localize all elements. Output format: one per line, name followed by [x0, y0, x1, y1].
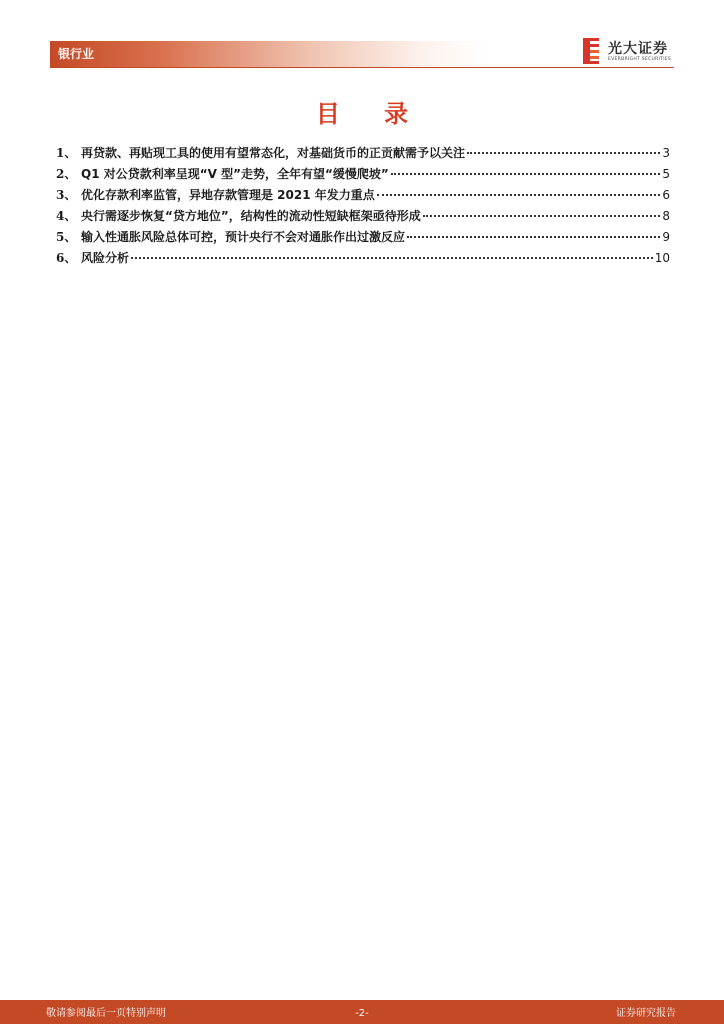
toc-entry-page[interactable]: 8 [662, 209, 670, 223]
toc-entry-number: 5、 [56, 230, 77, 244]
toc-entry-page[interactable]: 6 [662, 188, 670, 202]
toc-leader-dots [377, 193, 661, 196]
toc-entry-title[interactable]: 央行需逐步恢复“贷方地位”，结构性的流动性短缺框架亟待形成 [81, 209, 421, 223]
logo-subtext: EVERBRIGHT SECURITIES [608, 57, 672, 62]
brand-logo [580, 37, 680, 67]
toc-entry-number: 6、 [56, 251, 77, 265]
toc-entry[interactable] [56, 185, 670, 206]
toc-leader-dots [467, 151, 660, 154]
toc-leader-dots [423, 214, 661, 217]
toc-entry-title[interactable]: Q1 对公贷款利率呈现“V 型”走势，全年有望“缓慢爬坡” [81, 167, 389, 181]
toc-entry-title[interactable]: 再贷款、再贴现工具的使用有望常态化，对基础货币的正贡献需予以关注 [81, 146, 466, 160]
toc-entry[interactable] [56, 164, 670, 185]
toc-entry-page[interactable]: 10 [654, 251, 670, 265]
toc-entry-number: 3、 [56, 188, 77, 202]
toc-leader-dots [407, 235, 660, 238]
toc-entry-title[interactable]: 优化存款利率监管，异地存款管理是 2021 年发力重点 [81, 188, 375, 202]
toc-title: 目 录 [315, 99, 427, 128]
toc-entry-page[interactable]: 3 [662, 146, 670, 160]
toc-entry-number: 4、 [56, 209, 77, 223]
header-divider [50, 67, 674, 68]
industry-label: 银行业 [58, 47, 95, 61]
footer-report-type: 证券研究报告 [616, 1008, 676, 1019]
toc-entry[interactable] [56, 143, 670, 164]
toc-entry-page[interactable]: 9 [662, 230, 670, 244]
toc-entry[interactable] [56, 227, 670, 248]
toc-entry-number: 2、 [56, 167, 77, 181]
toc-entry-title[interactable]: 输入性通胀风险总体可控，预计央行不会对通胀作出过激反应 [81, 230, 406, 244]
toc-leader-dots [391, 172, 661, 175]
toc-entry-number: 1、 [56, 146, 77, 160]
logo-mark-icon [580, 37, 602, 65]
toc-entry-title[interactable]: 风险分析 [81, 251, 130, 265]
toc-entry[interactable] [56, 206, 670, 227]
logo-text: 光大证券 [608, 41, 668, 57]
header-band [50, 41, 490, 67]
toc-entry-page[interactable]: 5 [662, 167, 670, 181]
table-of-contents [56, 143, 670, 269]
footer-disclaimer: 敬请参阅最后一页特别声明 [46, 1008, 166, 1019]
toc-entry[interactable] [56, 248, 670, 269]
footer-page-number: -2- [355, 1008, 369, 1019]
toc-leader-dots [131, 256, 653, 259]
